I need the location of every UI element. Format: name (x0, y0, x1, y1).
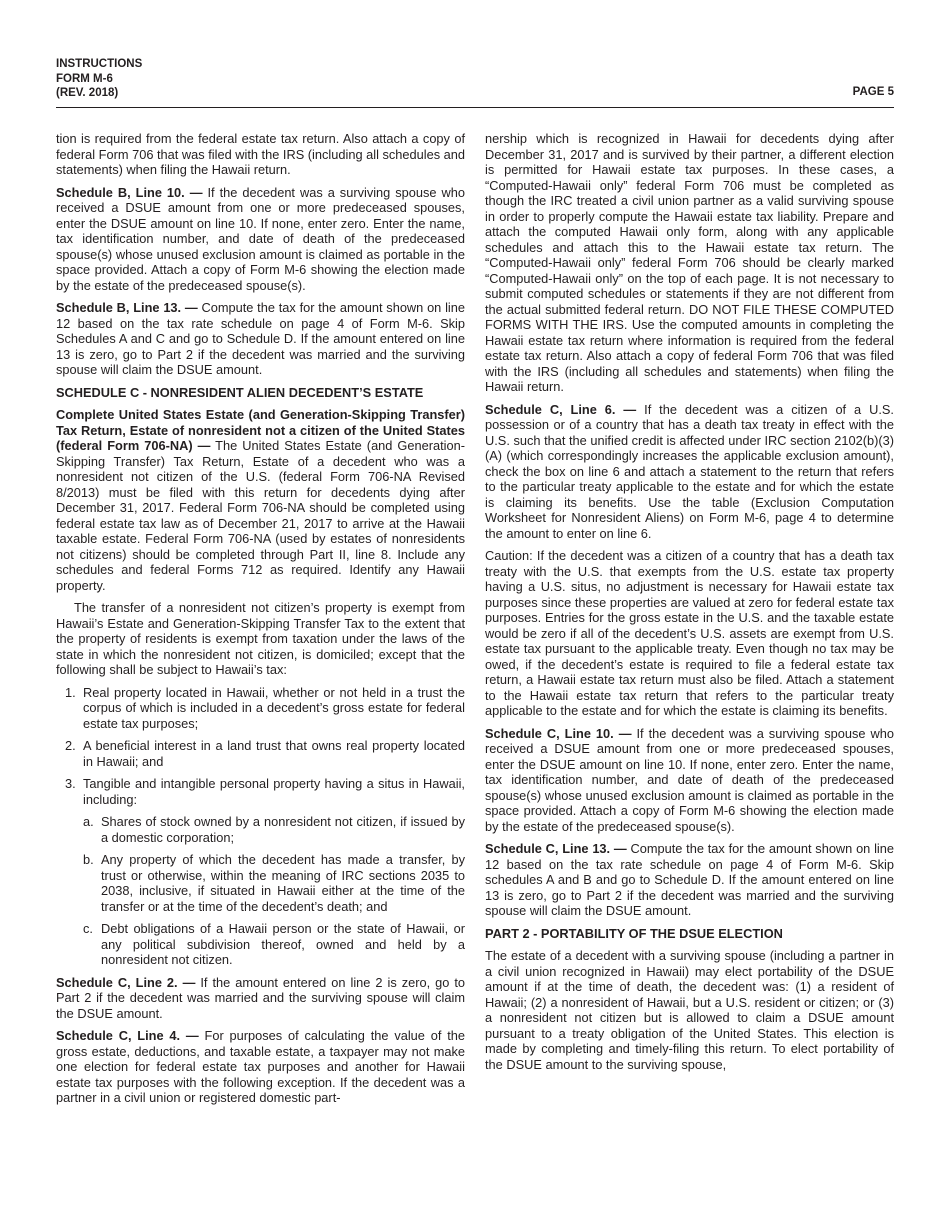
header-revision: (REV. 2018) (56, 87, 119, 99)
list-letter: b. (83, 852, 94, 867)
list-number: 2. (65, 738, 76, 753)
list-text: Tangible and intangible personal property having a situs in Hawaii, including: (83, 776, 465, 807)
list-item (56, 685, 465, 732)
paragraph (56, 407, 465, 593)
paragraph-heading: Schedule C, Line 13. — (485, 841, 627, 856)
list-letter: a. (83, 814, 94, 829)
page-header (56, 57, 894, 108)
paragraph-body: Compute the tax for the amount shown on line 12 based on the tax rate schedule on page 4 of Form M-6. Skip schedules A and B and go to Schedule D. If the amount entered on line 13 is zero, go to Part 2 if the decedent was married and the surviving spouse will claim the DSUE amount. (485, 841, 894, 918)
list-text: Real property located in Hawaii, whether or not held in a trust the corpus of which is included in a decedent’s gross estate for federal estate tax purposes; (83, 684, 465, 731)
paragraph-body: Compute the tax for the amount shown on line 12 based on the tax rate schedule on page 4 of Form M-6. Skip Schedules A and C and go to Schedule D. If the amount entered on line 13 is zero, go to Part 2 if the decedent was married and the surviving spouse will claim the DSUE amount. (56, 300, 465, 377)
section-heading: SCHEDULE C - NONRESIDENT ALIEN DECEDENT’S ESTATE (56, 384, 424, 400)
section-heading: PART 2 - PORTABILITY OF THE DSUE ELECTION (485, 925, 783, 941)
right-column (485, 131, 894, 1079)
paragraph-body: The United States Estate (and Generation-Skipping Transfer) Tax Return, Estate of a decedent who was a nonresident not citizen of the U.S. (federal Form 706-NA Revised 8/2013) must be filed with this return for decedents dying after December 31, 2017. Federal Form 706-NA should be completed using federal estate tax law as of December 21, 2017 to arrive at the Hawaii taxable estate. Federal Form 706-NA (used by estates of nonresidents not citizens) should be completed through Part II, line 8. Include any schedules and federal Forms 712 as required. Identify any Hawaii property. (56, 438, 466, 593)
paragraph (56, 300, 465, 378)
header-instructions: INSTRUCTIONS (56, 58, 143, 70)
paragraph: nership which is recognized in Hawaii for decedents dying after December 31, 2017 and is survived by their partner, a different election is permitted for Hawaii estate tax purposes. In these cases, a “Computed-Hawaii only” federal Form 706 must be completed as though the IRC treated a civil union partner as a valid surviving spouse in order to properly compute the Hawaii estate tax liability. Prepare and attach the computed Hawaii only form, along with any applicable schedules and attach this to the Hawaii estate tax return. The “Computed-Hawaii only” federal Form 706 should be clearly marked “Computed-Hawaii only” on the top of each page. It is not necessary to submit computed schedules or statements if they are not different from the actual submitted federal return. DO NOT FILE THESE COMPUTED FORMS WITH THE IRS. Use the computed amounts in completing the Hawaii estate tax return where information is required from the federal estate tax return. Also attach a copy of federal Form 706 that was filed with the IRS (including all schedules and statements) when filing the Hawaii return. (485, 131, 894, 394)
paragraph-heading: Schedule B, Line 13. — (56, 300, 198, 315)
numbered-list (56, 685, 465, 968)
paragraph: tion is required from the federal estate tax return. Also attach a copy of federal Form 706 that was filed with the IRS (including all schedules and statements) when filing the Hawaii return. (56, 131, 466, 177)
paragraph (56, 975, 465, 1022)
sub-list-item (56, 852, 465, 914)
list-item (56, 776, 465, 807)
form-identifier (56, 57, 142, 101)
list-letter: c. (83, 921, 93, 936)
paragraph-body: If the amount entered on line 2 is zero, go to Part 2 if the decedent was married and the surviving spouse will claim the DSUE amount. (56, 974, 466, 1021)
left-column (56, 131, 465, 1113)
list-item (56, 738, 465, 769)
header-form-number: FORM M-6 (56, 72, 113, 85)
paragraph-heading: Schedule C, Line 2. — (56, 974, 196, 990)
list-text: Any property of which the decedent has made a transfer, by trust or otherwise, within the meaning of IRC sections 2035 to 2038, inclusive, if situated in Hawaii either at the time of the transfer or at the time of the decedent’s death; and (101, 852, 465, 914)
page-number: PAGE 5 (852, 86, 894, 98)
paragraph: Caution: If the decedent was a citizen of a country that has a death tax treaty with the U.S. that exempts from the U.S. estate tax property having a U.S. situs, no adjustment is necessary for Hawaii estate tax purposes since these properties are valued at zero for federal estate tax purposes. Entries for the gross estate in the U.S. and the taxable estate would be zero if all of the decedent’s U.S. assets are exempt from U.S. estate tax pursuant to the applicable treaty. Even though no tax may be owed, if the decedent’s estate is required to file a federal estate tax return, a Hawaii estate tax return must also be filed. Attach a statement to the Hawaii estate tax return that refers to the particular treaty applicable to the estate and for which the estate is claiming its benefits. (485, 548, 894, 718)
paragraph-body: If the decedent was a surviving spouse who received a DSUE amount from one or more predeceased spouses, enter the DSUE amount on line 10. If none, enter zero. Enter the name, tax identification number, and date of death of the predeceased spouse(s) whose unused exclusion amount is claimed as portable in the space provided. Attach a copy of Form M-6 showing the election made by the estate of the predeceased spouse(s). (485, 725, 894, 834)
list-text: Debt obligations of a Hawaii person or the state of Hawaii, or any political subdivision thereof, owned and held by a nonresident not citizen. (101, 921, 465, 967)
paragraph-body: For purposes of calculating the value of the gross estate, deductions, and taxable estate, a taxpayer may not make one election for federal estate tax purposes and another for Hawaii estate tax purposes with the following exception. If the decedent was a partner in a civil union or registered domestic part- (56, 1028, 465, 1105)
paragraph-heading: Complete United States Estate (and Generation-Skipping Transfer) Tax Return, Estate of nonresident not a citizen of the United States (federal Form 706-NA) — (56, 407, 465, 453)
paragraph-heading: Schedule C, Line 6. — (485, 401, 637, 417)
paragraph (485, 402, 894, 542)
list-text: A beneficial interest in a land trust that owns real property located in Hawaii; and (83, 738, 465, 769)
paragraph-heading: Schedule B, Line 10. — (56, 184, 203, 200)
paragraph (56, 1028, 465, 1106)
paragraph: The estate of a decedent with a surviving spouse (including a partner in a civil union recognized in Hawaii) may elect portability of the DSUE amount if at the time of death, the decedent was: (1) a resident of Hawaii; (2) a nonresident of Hawaii, but a U.S. resident or citizen; or (3) a nonresident not citizen but is allowed to claim a DSUE amount pursuant to a treaty obligation of the United States. This election is made by completing and timely-filing this return. To elect portability of the DSUE amount to the surviving spouse, (485, 948, 894, 1072)
list-number: 1. (65, 684, 76, 700)
sub-list-item (56, 814, 465, 845)
list-number: 3. (65, 776, 76, 791)
paragraph-heading: Schedule C, Line 10. — (485, 725, 632, 741)
paragraph: The transfer of a nonresident not citizen’s property is exempt from Hawaii’s Estate and Generation-Skipping Transfer Tax to the extent that the property of residents is exempt from taxation under the laws of the state in which the nonresident not citizen, is domiciled; except that the following shall be subject to Hawaii’s tax: (56, 600, 465, 677)
list-text: Shares of stock owned by a nonresident not citizen, if issued by a domestic corporation; (101, 814, 465, 845)
paragraph (56, 185, 465, 294)
sub-list-item (56, 921, 465, 968)
paragraph-body: If the decedent was a citizen of a U.S. possession or of a country that has a death tax treaty in effect with the U.S. such that the unified credit is affected under IRC section 2102(b)(3)(A) (which correspondingly increases the applicable exclusion amount), check the box on line 6 and attach a statement to the return that refers to the particular treaty applicable to the estate and for which the estate is claiming its benefits. Use the table (Exclusion Computation Worksheet for Nonresident Aliens) on Form M-6, page 4 to determine the amount to enter on line 6. (485, 401, 894, 541)
paragraph-heading: Schedule C, Line 4. — (56, 1028, 199, 1043)
paragraph (485, 726, 894, 835)
paragraph (485, 841, 894, 919)
paragraph-body: If the decedent was a surviving spouse who received a DSUE amount from one or more predeceased spouses, enter the DSUE amount on line 10. If none, enter zero. Enter the name, tax identification number, and date of death of the predeceased spouse(s) whose unused exclusion amount is claimed as portable in the space provided. Attach a copy of Form M-6 showing the election made by the estate of the predeceased spouse(s). (56, 184, 465, 293)
